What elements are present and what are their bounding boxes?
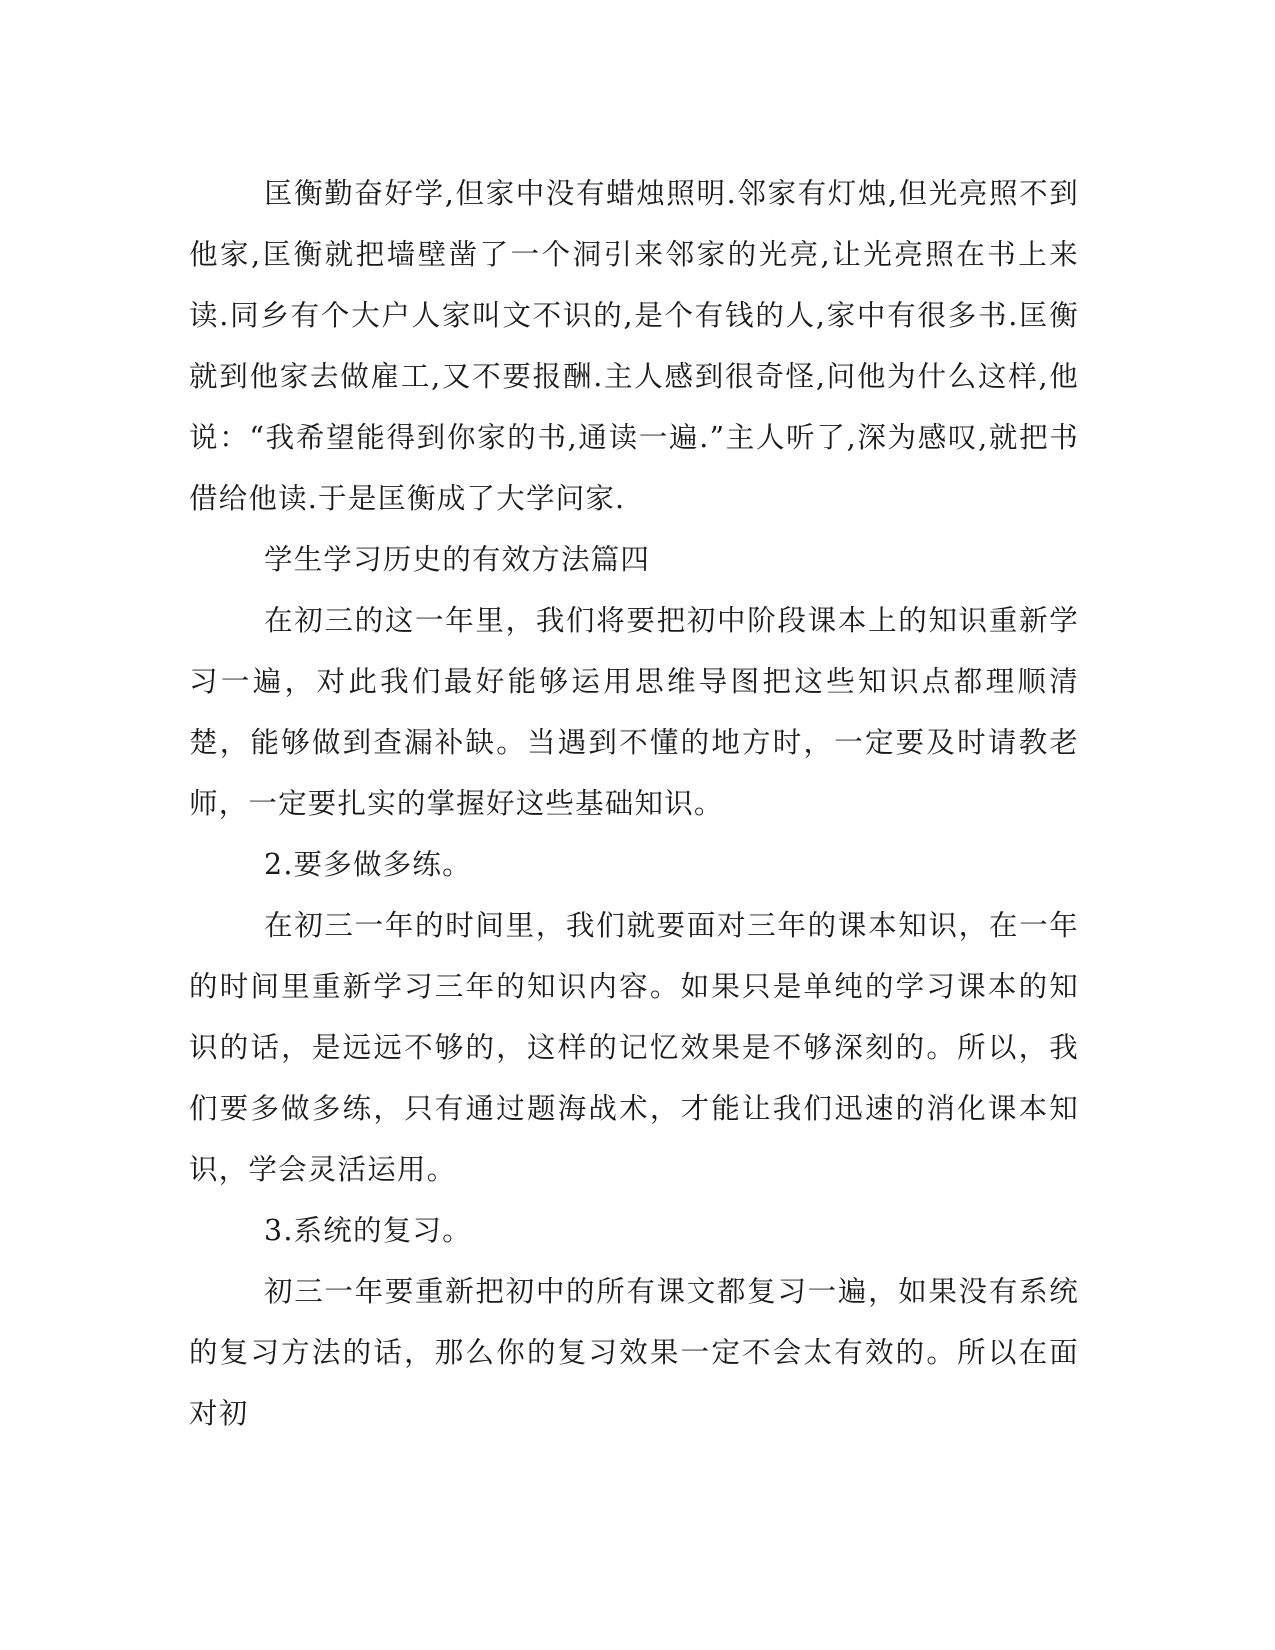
paragraph-kuang-heng-story: 匡衡勤奋好学,但家中没有蜡烛照明.邻家有灯烛,但光亮照不到他家,匡衡就把墙壁凿了一个洞引来邻家的光亮,让光亮照在书上来读.同乡有个大户人家叫文不识的,是个有钱的人,家中有很多书.匡衡就到他家去做雇工,又不要报酬.主人感到很奇怪,问他为什么这样,他说：“我希望能得到你家的书,通读一遍.”主人听了,深为感叹,就把书借给他读.于是匡衡成了大学问家.	[189, 177, 1079, 515]
point-heading-systematic-review: 3.系统的复习。	[264, 1214, 472, 1247]
paragraph-review-intro: 在初三的这一年里，我们将要把初中阶段课本上的知识重新学习一遍，对此我们最好能够运用思维导图把这些知识点都理顺清楚，能够做到查漏补缺。当遇到不懂的地方时，一定要及时请教老师，一定要扎实的掌握好这些基础知识。	[189, 604, 1079, 820]
point-heading-practice: 2.要多做多练。	[264, 848, 472, 881]
section-heading: 学生学习历史的有效方法篇四	[264, 543, 651, 576]
document-body	[189, 163, 1079, 1444]
paragraph-systematic-review: 初三一年要重新把初中的所有课文都复习一遍，如果没有系统的复习方法的话，那么你的复习效果一定不会太有效的。所以在面对初	[189, 1275, 1079, 1430]
paragraph-practice: 在初三一年的时间里，我们就要面对三年的课本知识，在一年的时间里重新学习三年的知识内容。如果只是单纯的学习课本的知识的话，是远远不够的，这样的记忆效果是不够深刻的。所以，我们要多做多练，只有通过题海战术，才能让我们迅速的消化课本知识，学会灵活运用。	[189, 909, 1079, 1186]
